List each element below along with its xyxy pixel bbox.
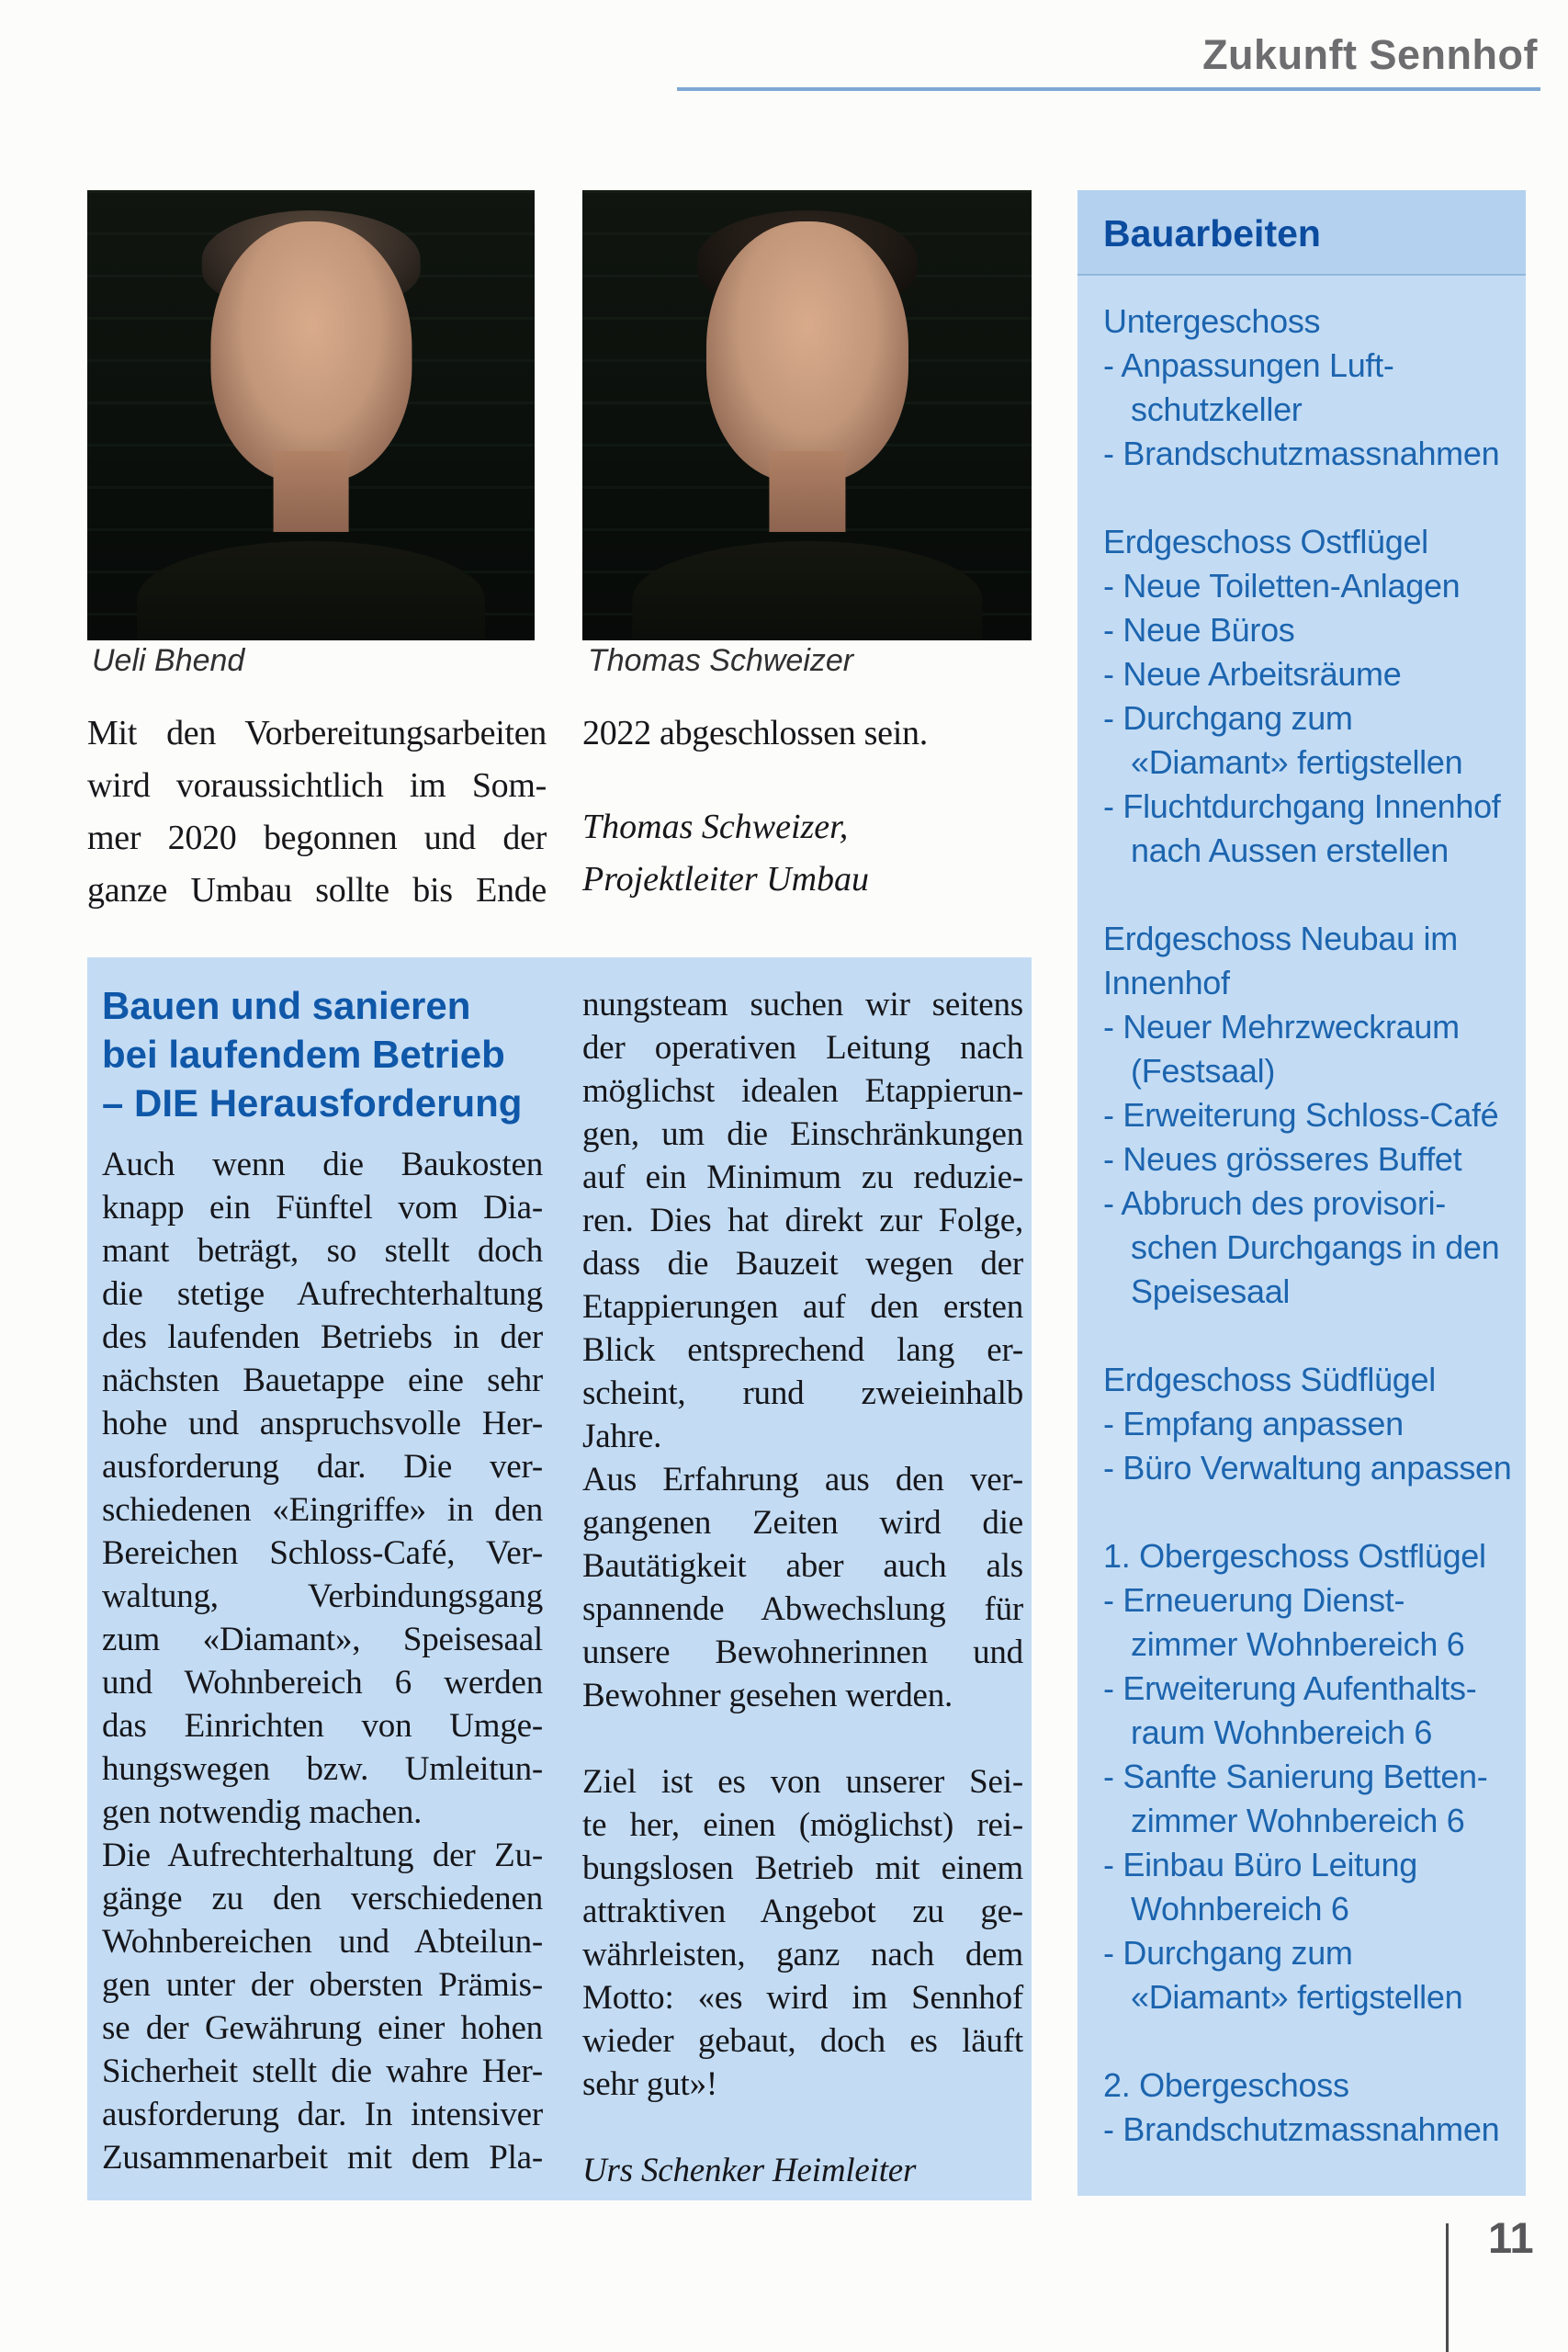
footer-divider-line xyxy=(1446,2223,1449,2352)
heading-line: bei laufendem Betrieb xyxy=(102,1033,505,1076)
text-line: Bereichen Schloss-Café, Ver- xyxy=(102,1534,543,1572)
text-line: mer 2020 begonnen und der xyxy=(87,819,547,857)
text-line: Aus Erfahrung aus den ver- xyxy=(582,1461,1023,1498)
heading-line: Bauen und sanieren xyxy=(102,984,471,1027)
text-line: auf ein Minimum zu reduzie- xyxy=(582,1159,1023,1196)
text-line: Etappierungen auf den ersten xyxy=(582,1288,1023,1326)
article-column-2 xyxy=(582,983,1023,2192)
list-item: - Büro Verwaltung anpassen xyxy=(1103,1449,1512,1487)
list-item: - Neue Arbeitsräume xyxy=(1103,655,1402,693)
photo-caption: Ueli Bhend xyxy=(92,643,245,678)
text-line: währleisten, ganz nach dem xyxy=(582,1936,1023,1973)
text-line: sehr gut»! xyxy=(582,2065,717,2103)
section-heading: 1. Obergeschoss Ostflügel xyxy=(1103,1537,1486,1575)
sidebar-section-erdgeschoss-ostfluegel xyxy=(1103,520,1515,873)
text-line: Wohnbereichen und Abteilun- xyxy=(102,1923,543,1961)
text-line: Jahre. xyxy=(582,1418,662,1455)
spacer xyxy=(582,1717,1023,1760)
signature-line: Thomas Schweizer, xyxy=(582,808,849,846)
text-line: gänge zu den verschiedenen xyxy=(102,1880,543,1917)
text-line: schiedenen «Eingriffe» in den xyxy=(102,1491,543,1529)
intro-paragraph-left xyxy=(87,707,547,917)
text-line: gangenen Zeiten wird die xyxy=(582,1504,1023,1542)
list-item: - Abbruch des provisori- schen Durchgangs in den Speisesaal xyxy=(1103,1184,1500,1310)
sidebar-section-erdgeschoss-suedfluegel xyxy=(1103,1358,1515,1490)
portrait-photo-ueli-bhend xyxy=(87,190,535,640)
text-line: ren. Dies hat direkt zur Folge, xyxy=(582,1202,1023,1239)
page-title: Zukunft Sennhof xyxy=(1202,31,1538,78)
text-line: mant beträgt, so stellt doch xyxy=(102,1232,543,1270)
section-heading: 2. Obergeschoss xyxy=(1103,2066,1349,2104)
text-line: gen, um die Einschränkungen xyxy=(582,1115,1023,1153)
sidebar-section-2-obergeschoss xyxy=(1103,2064,1515,2152)
text-line: spannende Abwechslung für xyxy=(582,1590,1023,1628)
text-line: Auch wenn die Baukosten xyxy=(102,1146,543,1183)
list-item: - Neue Büros xyxy=(1103,611,1295,649)
section-heading: Erdgeschoss Südflügel xyxy=(1103,1361,1436,1398)
text-line: wird voraussichtlich im Som- xyxy=(87,766,547,805)
paragraph xyxy=(582,1458,1023,1717)
intro-signature xyxy=(582,801,1042,906)
text-line: Zusammenarbeit mit dem Pla- xyxy=(102,2139,543,2177)
text-line: des laufenden Betriebs in der xyxy=(102,1318,543,1356)
list-item: - Sanfte Sanierung Betten- zimmer Wohnbereich 6 xyxy=(1103,1758,1488,1839)
portrait-shirt xyxy=(137,541,486,640)
portrait-neck xyxy=(769,451,845,532)
text-line: und Wohnbereich 6 werden xyxy=(102,1664,543,1702)
sidebar-title: Bauarbeiten xyxy=(1077,190,1526,276)
section-heading: Erdgeschoss Ostflügel xyxy=(1103,523,1428,560)
text-line: unsere Bewohnerinnen und xyxy=(582,1634,1023,1671)
paragraph xyxy=(102,1834,543,2179)
text-line: hohe und anspruchsvolle Her- xyxy=(102,1405,543,1442)
text-line: wieder gebaut, doch es läuft xyxy=(582,2022,1023,2060)
list-item: - Erweiterung Aufenthalts- raum Wohnbereich 6 xyxy=(1103,1669,1477,1751)
text-line: Die Aufrechterhaltung der Zu- xyxy=(102,1837,543,1874)
construction-works-panel xyxy=(1077,190,1526,2196)
text-line: die stetige Aufrechterhaltung xyxy=(102,1275,543,1313)
section-items xyxy=(1103,1005,1515,1314)
article-column-1 xyxy=(102,1143,543,2179)
list-item: - Brandschutzmassnahmen xyxy=(1103,2110,1500,2148)
text-line: Sicherheit stellt die wahre Her- xyxy=(102,2052,543,2090)
text-line: hungswegen bzw. Umleitun- xyxy=(102,1750,543,1788)
section-items xyxy=(1103,1578,1515,2019)
text-line: bungslosen Betrieb mit einem xyxy=(582,1849,1023,1887)
signature-line: Projektleiter Umbau xyxy=(582,860,870,899)
sidebar-body xyxy=(1077,276,1526,2152)
text-line: gen unter der obersten Prämis- xyxy=(102,1966,543,2004)
list-item: - Einbau Büro Leitung Wohnbereich 6 xyxy=(1103,1846,1417,1928)
text-line: Ziel ist es von unserer Sei- xyxy=(582,1763,1023,1801)
paragraph xyxy=(582,983,1023,1458)
paragraph xyxy=(102,1143,543,1834)
text-line: attraktiven Angebot zu ge- xyxy=(582,1893,1023,1930)
list-item: - Neue Toiletten-Anlagen xyxy=(1103,567,1461,605)
article-signature: Urs Schenker Heimleiter xyxy=(582,2152,917,2189)
article-heading xyxy=(102,981,561,1127)
article-panel xyxy=(87,957,1032,2200)
text-line: ganze Umbau sollte bis Ende xyxy=(87,871,547,910)
list-item: - Brandschutzmassnahmen xyxy=(1103,435,1500,472)
paragraph xyxy=(582,1760,1023,2106)
list-item: - Neuer Mehrzweckraum (Festsaal) xyxy=(1103,1008,1460,1090)
text-line: ausforderung dar. Die ver- xyxy=(102,1448,543,1486)
list-item: - Neues grösseres Buffet xyxy=(1103,1140,1462,1178)
photo-caption: Thomas Schweizer xyxy=(588,643,854,678)
text-line: nungsteam suchen wir seitens xyxy=(582,986,1023,1023)
text-line: scheint, rund zweieinhalb xyxy=(582,1374,1023,1412)
sidebar-section-erdgeschoss-neubau xyxy=(1103,917,1515,1314)
text-line: der operativen Leitung nach xyxy=(582,1029,1023,1067)
list-item: - Empfang anpassen xyxy=(1103,1405,1404,1442)
section-items xyxy=(1103,1402,1515,1490)
text-line: ausforderung dar. In intensiver xyxy=(102,2096,543,2133)
text-line: gen notwendig machen. xyxy=(102,1793,423,1831)
text-line: zum «Diamant», Speisesaal xyxy=(102,1621,543,1658)
text-line: dass die Bauzeit wegen der xyxy=(582,1245,1023,1283)
section-items xyxy=(1103,564,1515,873)
list-item: - Erweiterung Schloss-Café xyxy=(1103,1096,1499,1134)
text-line: te her, einen (möglichst) rei- xyxy=(582,1806,1023,1844)
section-items xyxy=(1103,2108,1515,2152)
text-line: knapp ein Fünftel vom Dia- xyxy=(102,1189,543,1227)
portrait-shirt xyxy=(632,541,982,640)
portrait-face xyxy=(705,221,908,482)
text-line: se der Gewährung einer hohen xyxy=(102,2009,543,2047)
page-number: 11 xyxy=(1488,2213,1534,2262)
list-item: - Durchgang zum «Diamant» fertigstellen xyxy=(1103,1934,1463,2016)
intro-paragraph-right xyxy=(582,707,1042,760)
text-line: möglichst idealen Etappierun- xyxy=(582,1072,1023,1110)
section-heading: Erdgeschoss Neubau im Innenhof xyxy=(1103,920,1458,1001)
text-line: Blick entsprechend lang er- xyxy=(582,1331,1023,1369)
text-line: Mit den Vorbereitungsarbeiten xyxy=(87,714,547,752)
section-items xyxy=(1103,344,1515,476)
portrait-photo-thomas-schweizer xyxy=(582,190,1032,640)
text-line: waltung, Verbindungsgang xyxy=(102,1577,543,1615)
heading-line: – DIE Herausforderung xyxy=(102,1081,523,1125)
text-line: Bautätigkeit aber auch als xyxy=(582,1547,1023,1585)
list-item: - Anpassungen Luft- schutzkeller xyxy=(1103,346,1394,428)
portrait-neck xyxy=(273,451,349,532)
list-item: - Fluchtdurchgang Innenhof nach Aussen erstellen xyxy=(1103,787,1501,869)
section-heading: Untergeschoss xyxy=(1103,302,1321,340)
list-item: - Erneuerung Dienst- zimmer Wohnbereich 6 xyxy=(1103,1581,1465,1663)
sidebar-section-1-obergeschoss xyxy=(1103,1534,1515,2019)
header-divider-line xyxy=(677,87,1540,91)
text-line: nächsten Bauetappe eine sehr xyxy=(102,1362,543,1399)
text-line: 2022 abgeschlossen sein. xyxy=(582,714,928,752)
portrait-face xyxy=(210,221,412,482)
list-item: - Durchgang zum «Diamant» fertigstellen xyxy=(1103,699,1463,781)
text-line: Bewohner gesehen werden. xyxy=(582,1677,953,1714)
spacer xyxy=(582,2106,1023,2149)
sidebar-section-untergeschoss xyxy=(1103,300,1515,476)
text-line: das Einrichten von Umge- xyxy=(102,1707,543,1745)
text-line: Motto: «es wird im Sennhof xyxy=(582,1979,1023,2017)
